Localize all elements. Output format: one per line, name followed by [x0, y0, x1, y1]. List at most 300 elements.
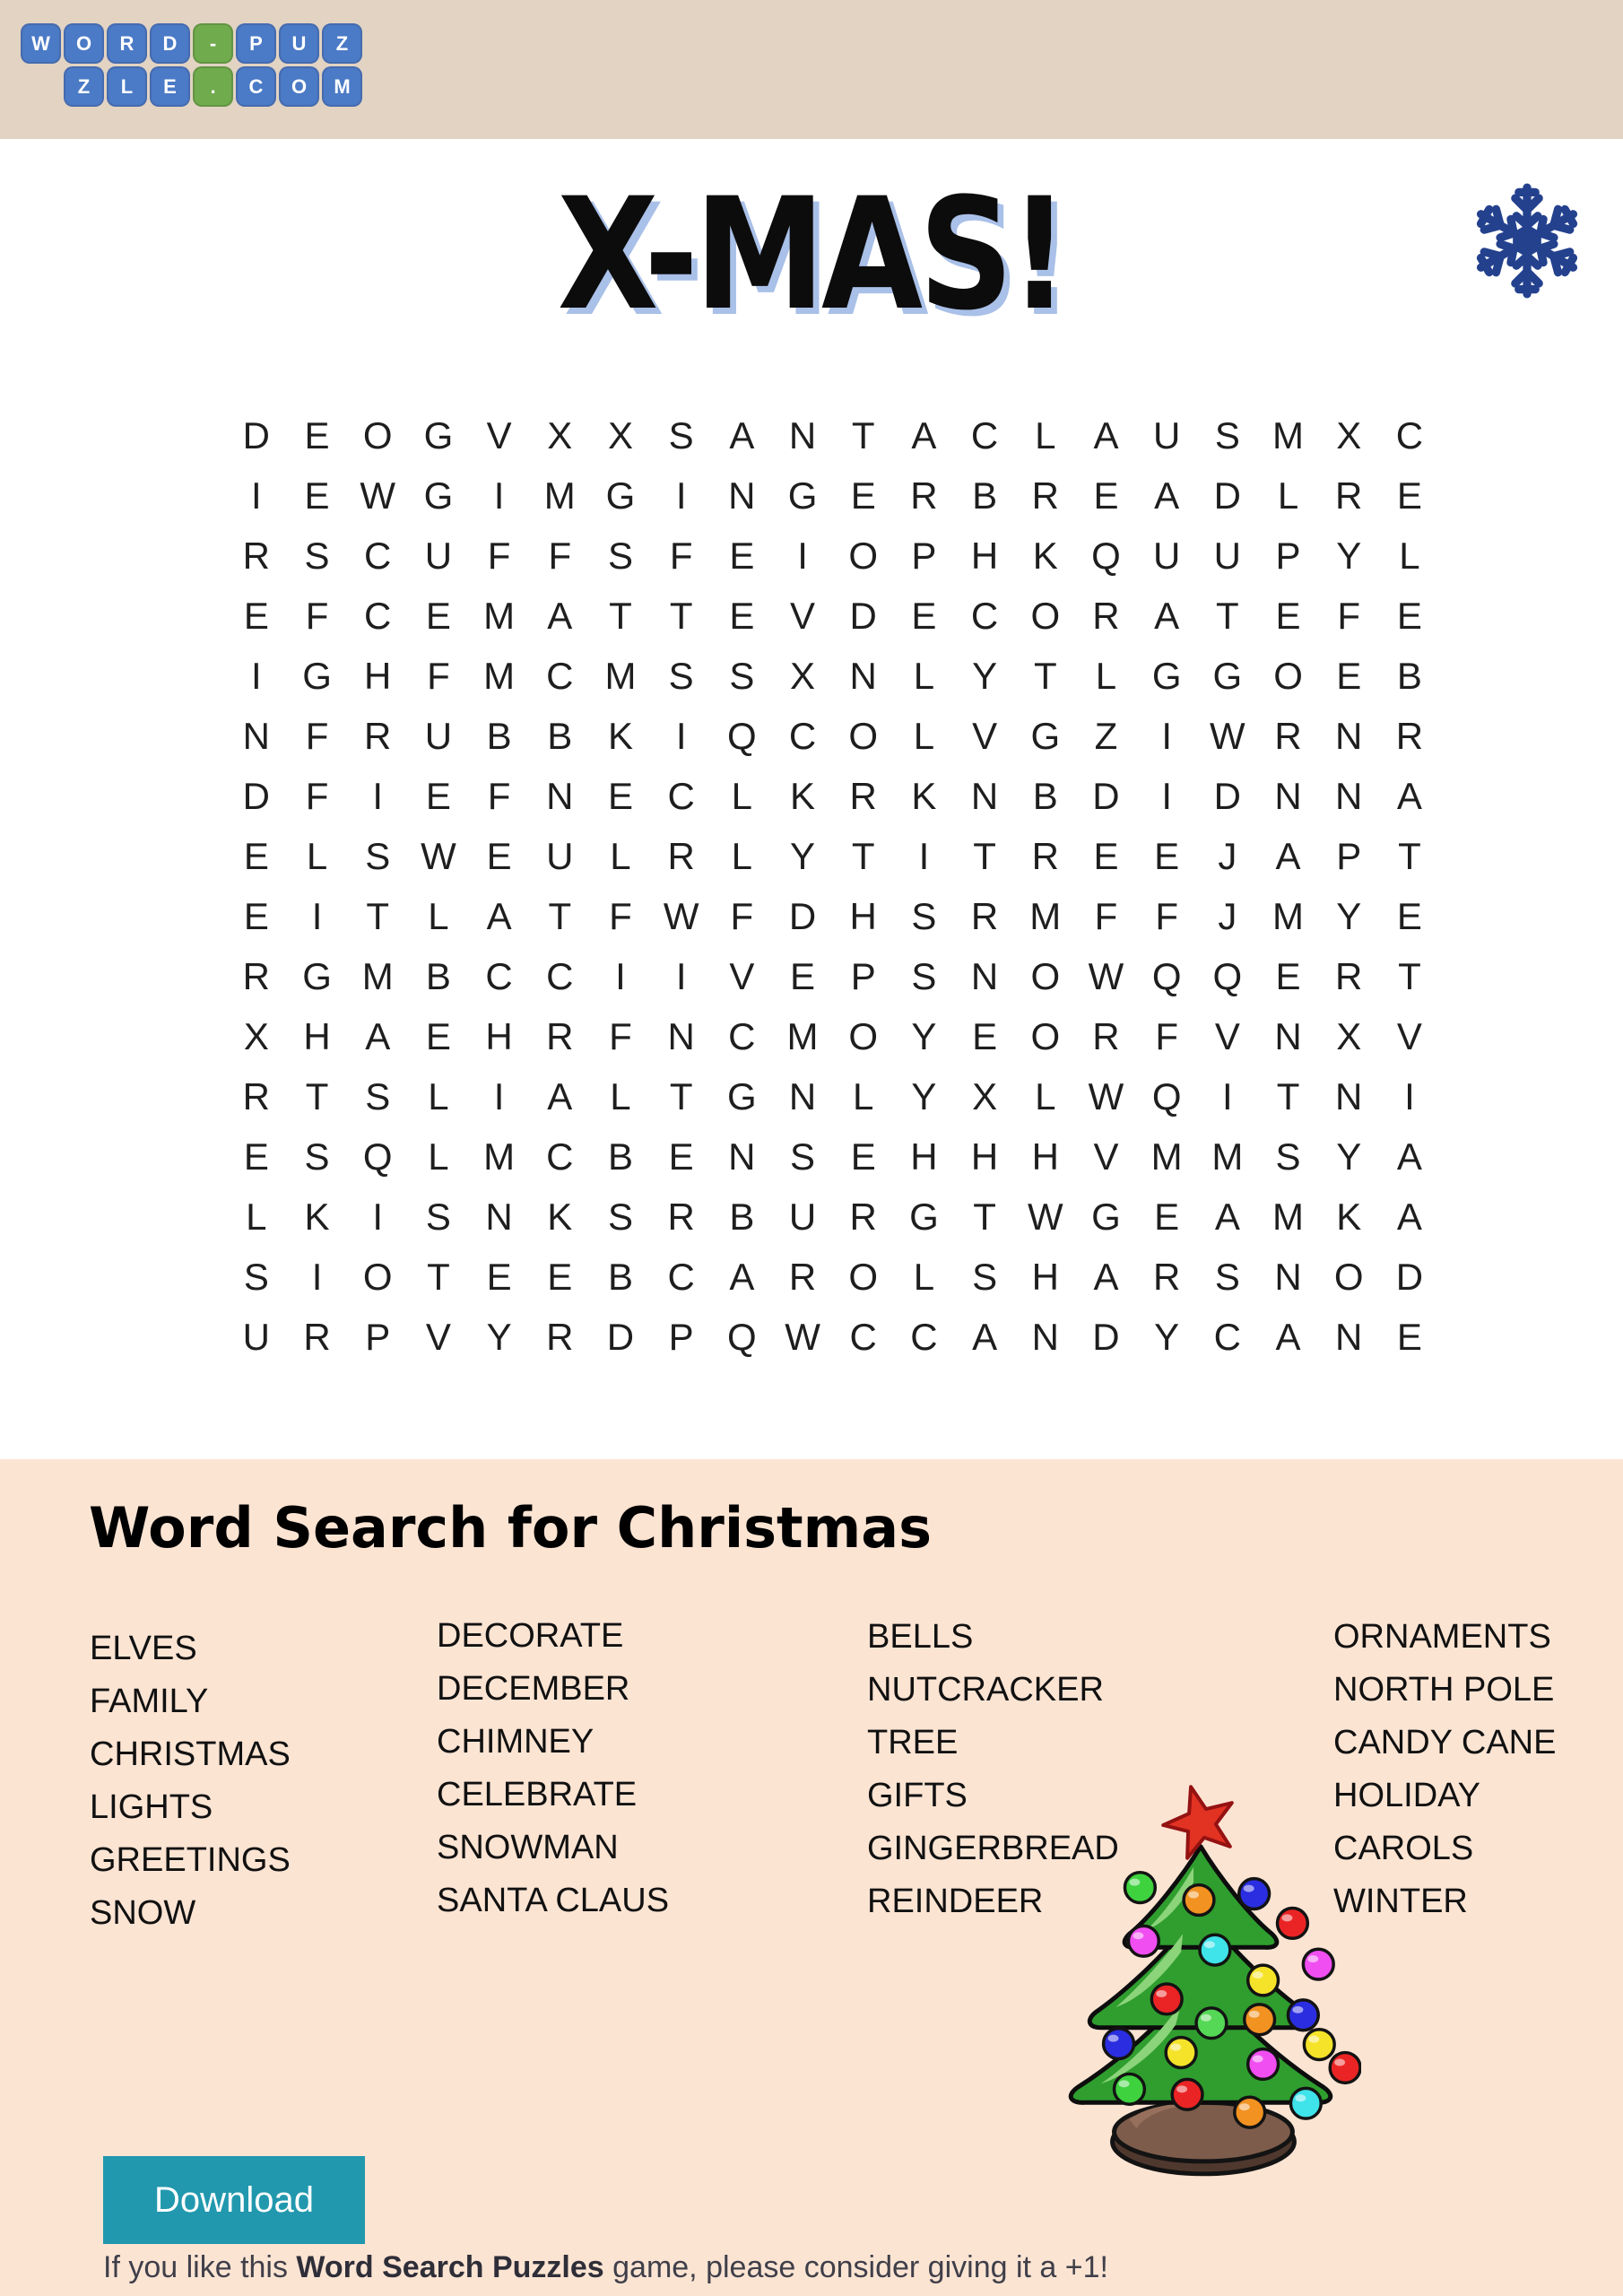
grid-letter: E: [1154, 1195, 1180, 1238]
grid-letter: Y: [790, 834, 816, 877]
grid-letter: G: [605, 474, 636, 517]
word-list-item: NUTCRACKER: [867, 1671, 1104, 1709]
grid-letter: M: [1272, 413, 1305, 457]
grid-letter: F: [1094, 894, 1118, 937]
grid-letter: M: [483, 594, 516, 637]
grid-letter: N: [546, 774, 574, 817]
grid-letter: M: [361, 954, 394, 997]
grid-letter: A: [1214, 1195, 1240, 1238]
grid-letter: R: [1031, 474, 1059, 517]
grid-letter: N: [1335, 774, 1363, 817]
grid-letter: E: [486, 834, 512, 877]
grid-letter: G: [302, 954, 332, 997]
word-list-heading: Word Search for Christmas: [89, 1495, 932, 1561]
grid-letter: P: [1336, 834, 1362, 877]
grid-letter: R: [364, 714, 392, 757]
grid-letter: I: [311, 894, 323, 937]
grid-letter: K: [911, 774, 937, 817]
grid-letter: E: [486, 1255, 512, 1298]
grid-letter: V: [486, 413, 512, 457]
grid-letter: E: [243, 894, 269, 937]
grid-letter: G: [423, 413, 454, 457]
logo-tile: E: [150, 66, 190, 107]
grid-letter: B: [607, 1135, 633, 1178]
grid-letter: O: [1333, 1255, 1364, 1298]
grid-letter: A: [729, 1255, 755, 1298]
grid-letter: X: [790, 654, 816, 697]
grid-letter: C: [849, 1315, 877, 1358]
grid-letter: O: [848, 1014, 879, 1057]
grid-letter: T: [851, 413, 875, 457]
logo-tile: O: [64, 23, 104, 64]
grid-letter: S: [1275, 1135, 1301, 1178]
grid-letter: V: [790, 594, 816, 637]
grid-letter: Y: [486, 1315, 512, 1358]
grid-letter: Y: [911, 1074, 937, 1118]
grid-letter: V: [972, 714, 998, 757]
grid-letter: N: [1274, 1014, 1302, 1057]
grid-letter: G: [727, 1074, 757, 1118]
grid-letter: A: [1093, 1255, 1119, 1298]
grid-letter: L: [428, 1074, 449, 1118]
grid-letter: N: [728, 1135, 756, 1178]
grid-letter: C: [970, 413, 999, 457]
grid-letter: T: [1398, 834, 1421, 877]
grid-letter: F: [305, 594, 329, 637]
grid-letter: L: [853, 1074, 874, 1118]
logo-tile: W: [21, 23, 61, 64]
logo-tile: U: [279, 23, 319, 64]
logo-tile: Z: [64, 66, 104, 107]
grid-letter: I: [675, 954, 687, 997]
grid-letter: V: [1093, 1135, 1119, 1178]
grid-letter: A: [1396, 774, 1422, 817]
word-column: [437, 1610, 669, 1927]
grid-letter: X: [1336, 413, 1362, 457]
grid-letter: I: [797, 534, 808, 577]
grid-letter: E: [1093, 474, 1119, 517]
grid-letter: E: [607, 774, 633, 817]
grid-letter: S: [1214, 1255, 1240, 1298]
grid-letter: J: [1218, 894, 1237, 937]
footer-note: [103, 2250, 1108, 2285]
grid-letter: M: [1029, 894, 1062, 937]
grid-letter: I: [1161, 774, 1172, 817]
grid-letter: E: [850, 1135, 876, 1178]
grid-letter: W: [663, 894, 699, 937]
grid-letter: H: [970, 534, 999, 577]
word-list-item: CELEBRATE: [437, 1776, 638, 1813]
grid-letter: E: [1336, 654, 1362, 697]
grid-letter: X: [1336, 1014, 1362, 1057]
grid-letter: N: [970, 774, 999, 817]
grid-letter: Y: [1154, 1315, 1180, 1358]
grid-letter: I: [1161, 714, 1172, 757]
grid-letter: F: [487, 534, 511, 577]
grid-letter: N: [1335, 1074, 1363, 1118]
grid-letter: C: [364, 594, 392, 637]
grid-letter: T: [973, 834, 996, 877]
grid-letter: T: [427, 1255, 450, 1298]
grid-letter: U: [242, 1315, 271, 1358]
grid-letter: M: [543, 474, 576, 517]
grid-letter: R: [1395, 714, 1424, 757]
grid-letter: P: [365, 1315, 391, 1358]
grid-letter: X: [972, 1074, 998, 1118]
grid-letter: H: [970, 1135, 999, 1178]
grid-letter: L: [913, 714, 935, 757]
grid-letter: N: [970, 954, 999, 997]
word-list-item: BELLS: [867, 1618, 974, 1656]
grid-letter: R: [1335, 474, 1363, 517]
footer-text-suffix: game, please consider giving it a +1!: [603, 2250, 1108, 2284]
grid-letter: S: [911, 954, 937, 997]
grid-letter: H: [303, 1014, 331, 1057]
grid-letter: R: [242, 954, 271, 997]
grid-letter: G: [1151, 654, 1182, 697]
grid-letter: V: [729, 954, 755, 997]
word-list-item: CAROLS: [1333, 1830, 1474, 1867]
grid-letter: E: [850, 474, 876, 517]
grid-letter: M: [786, 1014, 819, 1057]
puzzle-title: X-MAS!: [557, 164, 1066, 344]
footer-text-bold: Word Search Puzzles: [296, 2250, 604, 2284]
grid-letter: E: [668, 1135, 694, 1178]
grid-letter: L: [428, 894, 449, 937]
grid-letter: T: [669, 594, 693, 637]
grid-letter: L: [913, 654, 935, 697]
grid-letter: S: [243, 1255, 269, 1298]
word-column: [90, 1622, 291, 1940]
grid-letter: L: [610, 1074, 631, 1118]
word-list-item: NORTH POLE: [1333, 1671, 1555, 1709]
grid-letter: R: [546, 1014, 574, 1057]
grid-letter: C: [970, 594, 999, 637]
grid-letter: C: [728, 1014, 756, 1057]
grid-letter: N: [242, 714, 271, 757]
grid-letter: E: [304, 413, 330, 457]
word-list-item: GIFTS: [867, 1777, 968, 1814]
grid-letter: L: [1035, 413, 1056, 457]
grid-letter: I: [918, 834, 930, 877]
grid-letter: U: [424, 534, 453, 577]
grid-letter: R: [667, 1195, 695, 1238]
grid-letter: T: [1398, 954, 1421, 997]
grid-letter: O: [1030, 1014, 1061, 1057]
grid-letter: D: [1213, 774, 1242, 817]
grid-letter: O: [848, 714, 879, 757]
logo-tile: D: [150, 23, 190, 64]
grid-letter: Q: [1151, 1074, 1182, 1118]
word-search-grid: [226, 405, 1440, 1367]
grid-letter: U: [1213, 534, 1242, 577]
grid-letter: E: [911, 594, 937, 637]
grid-letter: B: [547, 714, 573, 757]
grid-letter: O: [362, 1255, 393, 1298]
grid-letter: G: [909, 1195, 939, 1238]
grid-letter: R: [849, 1195, 877, 1238]
grid-letter: D: [1092, 774, 1120, 817]
grid-letter: R: [303, 1315, 331, 1358]
grid-letter: L: [731, 834, 753, 877]
grid-letter: T: [366, 894, 390, 937]
grid-letter: P: [1275, 534, 1301, 577]
grid-letter: E: [972, 1014, 998, 1057]
grid-letter: O: [1030, 954, 1061, 997]
grid-letter: C: [546, 654, 574, 697]
grid-letter: E: [1396, 1315, 1422, 1358]
grid-letter: R: [242, 534, 271, 577]
grid-letter: N: [1335, 714, 1363, 757]
word-list-item: ORNAMENTS: [1333, 1618, 1551, 1656]
grid-letter: W: [1027, 1195, 1063, 1238]
grid-letter: S: [668, 654, 694, 697]
grid-letter: C: [667, 1255, 695, 1298]
grid-letter: U: [546, 834, 574, 877]
grid-letter: Y: [972, 654, 998, 697]
grid-letter: O: [362, 413, 393, 457]
grid-letter: Y: [1336, 1135, 1362, 1178]
word-list-item: SANTA CLAUS: [437, 1882, 670, 1919]
grid-letter: R: [1092, 594, 1120, 637]
grid-letter: D: [788, 894, 817, 937]
grid-letter: S: [729, 654, 755, 697]
grid-letter: H: [910, 1135, 938, 1178]
grid-letter: T: [851, 834, 875, 877]
grid-letter: F: [730, 894, 754, 937]
grid-letter: S: [425, 1195, 451, 1238]
grid-letter: T: [973, 1195, 996, 1238]
grid-letter: Y: [911, 1014, 937, 1057]
grid-letter: R: [1031, 834, 1059, 877]
grid-letter: C: [667, 774, 695, 817]
grid-letter: F: [609, 894, 632, 937]
grid-letter: L: [428, 1135, 449, 1178]
grid-letter: W: [1088, 1074, 1124, 1118]
grid-letter: N: [728, 474, 756, 517]
grid-letter: R: [970, 894, 999, 937]
grid-letter: W: [1088, 954, 1124, 997]
grid-letter: L: [1035, 1074, 1056, 1118]
grid-letter: A: [486, 894, 512, 937]
grid-letter: A: [1154, 474, 1180, 517]
grid-letter: T: [609, 594, 632, 637]
grid-letter: Q: [727, 714, 757, 757]
word-list-item: GREETINGS: [90, 1841, 291, 1879]
grid-letter: N: [667, 1014, 695, 1057]
logo-tile: M: [322, 66, 362, 107]
grid-letter: L: [1277, 474, 1299, 517]
grid-letter: R: [1335, 954, 1363, 997]
grid-letter: J: [1218, 834, 1237, 877]
snowflake-icon: [1468, 179, 1586, 302]
grid-letter: T: [669, 1074, 693, 1118]
grid-letter: O: [848, 1255, 879, 1298]
grid-letter: S: [607, 1195, 633, 1238]
grid-letter: C: [546, 954, 574, 997]
grid-letter: M: [604, 654, 637, 697]
grid-letter: X: [547, 413, 573, 457]
grid-letter: M: [1272, 894, 1305, 937]
grid-letter: Z: [1094, 714, 1118, 757]
grid-letter: F: [305, 714, 329, 757]
grid-letter: W: [785, 1315, 820, 1358]
grid-letter: E: [1396, 894, 1422, 937]
grid-letter: Q: [1091, 534, 1121, 577]
logo-tile: C: [236, 66, 276, 107]
grid-letter: G: [1212, 654, 1243, 697]
grid-letter: T: [1033, 654, 1057, 697]
grid-letter: Y: [1336, 894, 1362, 937]
grid-letter: U: [1152, 413, 1181, 457]
christmas-tree-image: [1040, 1782, 1361, 2184]
grid-letter: T: [1216, 594, 1239, 637]
grid-letter: A: [1396, 1135, 1422, 1178]
grid-letter: E: [243, 594, 269, 637]
grid-letter: E: [1275, 594, 1301, 637]
grid-letter: A: [972, 1315, 998, 1358]
grid-letter: T: [548, 894, 572, 937]
word-list-item: LIGHTS: [90, 1788, 213, 1826]
grid-letter: H: [1031, 1135, 1059, 1178]
word-list-item: FAMILY: [90, 1683, 209, 1720]
grid-letter: O: [1030, 594, 1061, 637]
grid-letter: S: [1214, 413, 1240, 457]
grid-letter: I: [372, 774, 384, 817]
logo-row: [64, 66, 362, 107]
grid-letter: E: [1396, 594, 1422, 637]
grid-letter: B: [607, 1255, 633, 1298]
grid-letter: N: [485, 1195, 513, 1238]
grid-letter: D: [1213, 474, 1242, 517]
grid-letter: F: [548, 534, 572, 577]
grid-letter: X: [607, 413, 633, 457]
download-button[interactable]: Download: [103, 2156, 365, 2244]
grid-letter: D: [849, 594, 877, 637]
site-logo[interactable]: [21, 23, 362, 107]
grid-letter: L: [610, 834, 631, 877]
grid-letter: R: [1092, 1014, 1120, 1057]
grid-letter: I: [1222, 1074, 1233, 1118]
grid-letter: G: [302, 654, 332, 697]
grid-letter: N: [788, 1074, 817, 1118]
grid-letter: E: [1396, 474, 1422, 517]
grid-letter: I: [675, 714, 687, 757]
grid-letter: S: [365, 834, 391, 877]
word-list-item: DECORATE: [437, 1617, 624, 1655]
grid-letter: L: [1399, 534, 1420, 577]
grid-letter: A: [1093, 413, 1119, 457]
grid-letter: C: [788, 714, 817, 757]
logo-tile: Z: [322, 23, 362, 64]
grid-letter: R: [1152, 1255, 1181, 1298]
grid-letter: T: [1276, 1074, 1300, 1118]
grid-letter: G: [1091, 1195, 1121, 1238]
grid-letter: Q: [362, 1135, 393, 1178]
grid-letter: D: [242, 413, 271, 457]
grid-letter: E: [1275, 954, 1301, 997]
grid-letter: H: [849, 894, 877, 937]
grid-letter: H: [485, 1014, 513, 1057]
logo-tile: P: [236, 23, 276, 64]
grid-letter: U: [424, 714, 453, 757]
grid-letter: G: [787, 474, 818, 517]
grid-letter: R: [242, 1074, 271, 1118]
grid-letter: N: [849, 654, 877, 697]
grid-letter: E: [243, 1135, 269, 1178]
grid-letter: K: [1032, 534, 1058, 577]
grid-letter: I: [615, 954, 626, 997]
word-column: [1333, 1611, 1556, 1928]
grid-letter: N: [1335, 1315, 1363, 1358]
grid-letter: S: [668, 413, 694, 457]
word-list-item: REINDEER: [867, 1883, 1044, 1920]
word-list-item: CHIMNEY: [437, 1723, 595, 1761]
logo-tile: -: [193, 23, 233, 64]
grid-letter: N: [788, 413, 817, 457]
grid-letter: O: [848, 534, 879, 577]
grid-letter: M: [1150, 1135, 1183, 1178]
grid-letter: M: [1272, 1195, 1305, 1238]
grid-letter: P: [850, 954, 876, 997]
grid-letter: E: [729, 534, 755, 577]
grid-letter: M: [483, 1135, 516, 1178]
grid-letter: E: [425, 1014, 451, 1057]
grid-letter: F: [427, 654, 450, 697]
logo-tile: .: [193, 66, 233, 107]
grid-letter: A: [1154, 594, 1180, 637]
grid-letter: L: [306, 834, 328, 877]
grid-letter: H: [1031, 1255, 1059, 1298]
footer-text-prefix: If you like this: [103, 2250, 297, 2284]
grid-letter: F: [305, 774, 329, 817]
grid-letter: D: [1395, 1255, 1424, 1298]
grid-letter: O: [1273, 654, 1303, 697]
grid-letter: V: [425, 1315, 451, 1358]
grid-letter: I: [251, 654, 262, 697]
grid-letter: G: [423, 474, 454, 517]
grid-letter: E: [425, 774, 451, 817]
grid-letter: F: [1155, 894, 1178, 937]
word-list-item: TREE: [867, 1724, 959, 1761]
grid-letter: F: [487, 774, 511, 817]
grid-letter: B: [729, 1195, 755, 1238]
grid-letter: L: [1095, 654, 1117, 697]
grid-letter: S: [365, 1074, 391, 1118]
grid-letter: E: [243, 834, 269, 877]
grid-letter: U: [1152, 534, 1181, 577]
grid-letter: G: [1030, 714, 1061, 757]
grid-letter: K: [304, 1195, 330, 1238]
grid-letter: E: [790, 954, 816, 997]
grid-letter: U: [788, 1195, 817, 1238]
grid-letter: W: [421, 834, 456, 877]
logo-tile: R: [107, 23, 147, 64]
grid-letter: F: [1337, 594, 1361, 637]
grid-letter: E: [1154, 834, 1180, 877]
grid-letter: A: [911, 413, 937, 457]
grid-letter: I: [493, 1074, 505, 1118]
grid-letter: F: [1155, 1014, 1178, 1057]
grid-letter: S: [304, 1135, 330, 1178]
grid-letter: B: [972, 474, 998, 517]
grid-letter: X: [243, 1014, 269, 1057]
grid-letter: A: [729, 413, 755, 457]
grid-letter: B: [425, 954, 451, 997]
site-header: [0, 0, 1623, 139]
grid-letter: N: [1031, 1315, 1059, 1358]
grid-letter: H: [364, 654, 392, 697]
